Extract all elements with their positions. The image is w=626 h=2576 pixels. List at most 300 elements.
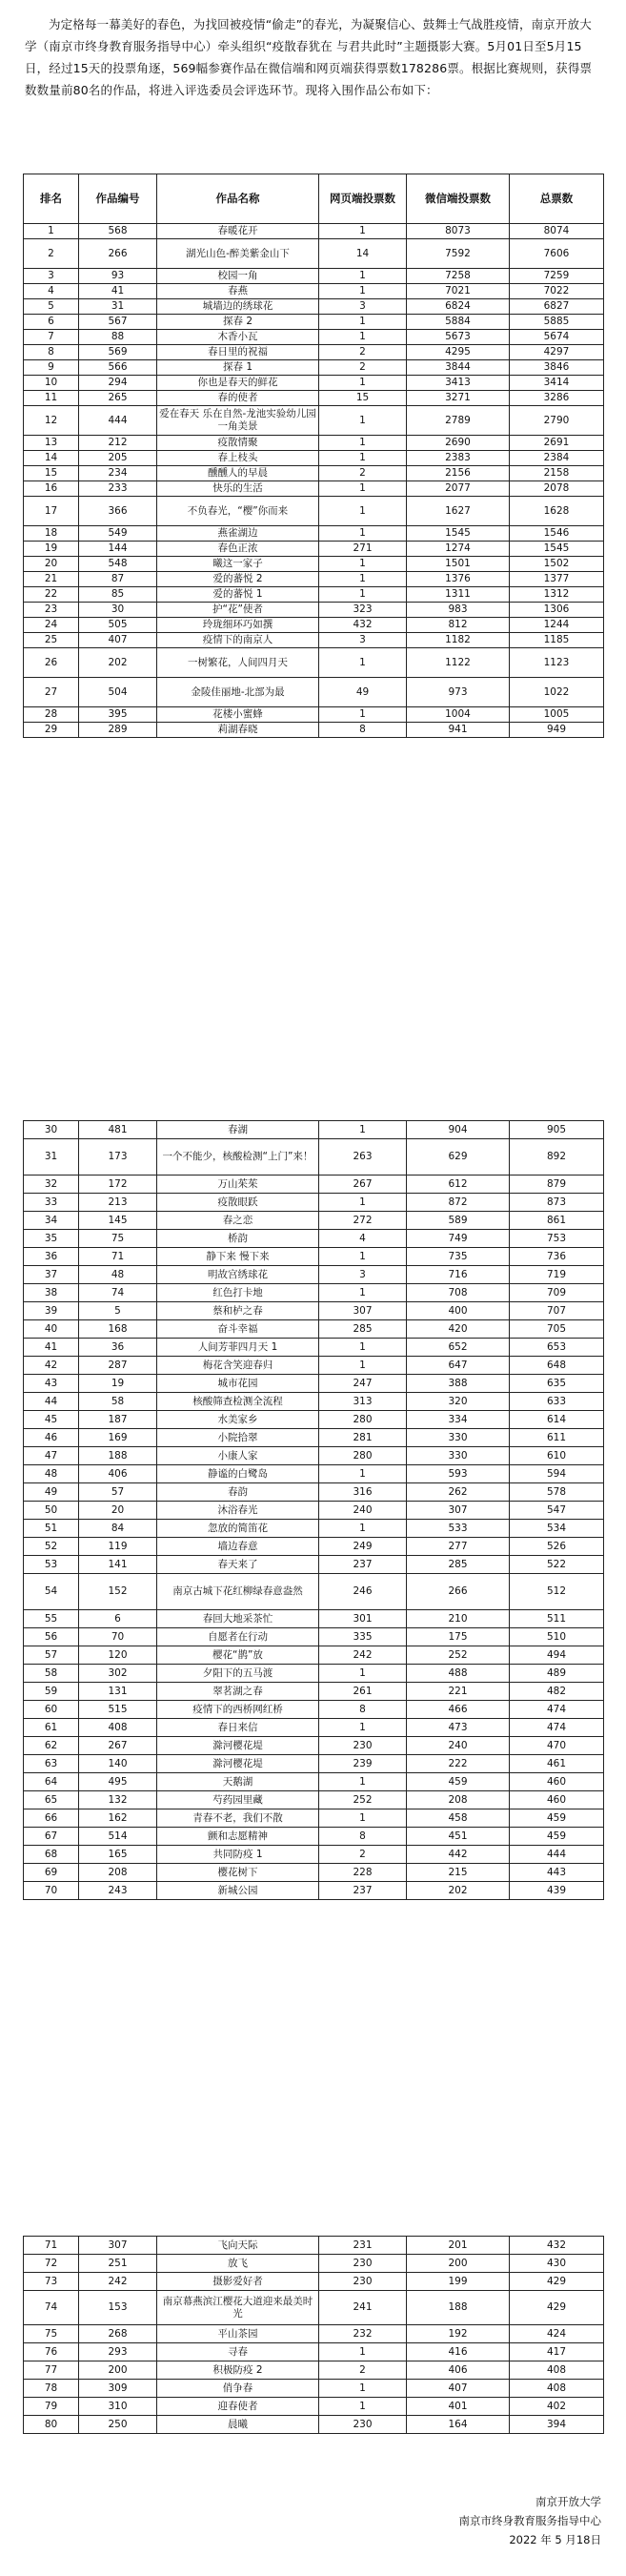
web-votes-cell: 285 (319, 1320, 407, 1339)
table-row (24, 1809, 604, 1828)
wechat-votes-cell: 252 (407, 1646, 510, 1665)
table-row (24, 1701, 604, 1719)
work-id-cell: 233 (79, 481, 157, 497)
total-votes-cell: 1377 (510, 572, 604, 587)
wechat-votes-cell: 749 (407, 1230, 510, 1248)
work-title-cell: 莉湖春晓 (157, 723, 319, 738)
rank-cell: 32 (24, 1176, 79, 1194)
work-title-cell: 墙边春意 (157, 1538, 319, 1556)
wechat-votes-cell: 812 (407, 618, 510, 633)
web-votes-cell: 432 (319, 618, 407, 633)
results-table-segment-3 (23, 2236, 604, 2434)
work-title-cell: 梅花含笑迎春归 (157, 1357, 319, 1375)
web-votes-cell: 3 (319, 299, 407, 315)
wechat-votes-cell: 388 (407, 1375, 510, 1393)
rank-cell: 6 (24, 315, 79, 330)
work-id-cell: 267 (79, 1737, 157, 1755)
web-votes-cell: 1 (319, 1719, 407, 1737)
work-id-cell: 48 (79, 1266, 157, 1284)
rank-cell: 58 (24, 1665, 79, 1683)
web-votes-cell: 1 (319, 1773, 407, 1791)
work-title-cell: 南京幕燕滨江樱花大道迎来最美时光 (157, 2291, 319, 2325)
wechat-votes-cell: 202 (407, 1882, 510, 1900)
total-votes-cell: 424 (510, 2325, 604, 2343)
work-title-cell: 寻春 (157, 2343, 319, 2361)
wechat-votes-cell: 199 (407, 2273, 510, 2291)
work-id-cell: 567 (79, 315, 157, 330)
work-title-cell: 燕雀湖边 (157, 526, 319, 542)
wechat-votes-cell: 285 (407, 1556, 510, 1574)
work-id-cell: 242 (79, 2273, 157, 2291)
work-title-cell: 校园一角 (157, 269, 319, 284)
rank-cell: 55 (24, 1610, 79, 1628)
total-votes-cell: 4297 (510, 345, 604, 360)
table-row (24, 2273, 604, 2291)
work-id-cell: 153 (79, 2291, 157, 2325)
web-votes-cell: 252 (319, 1791, 407, 1809)
work-id-cell: 202 (79, 648, 157, 678)
total-votes-cell: 494 (510, 1646, 604, 1665)
web-votes-cell: 313 (319, 1393, 407, 1411)
wechat-votes-cell: 1274 (407, 542, 510, 557)
web-votes-cell: 237 (319, 1556, 407, 1574)
total-votes-cell: 1312 (510, 587, 604, 603)
web-votes-cell: 230 (319, 1737, 407, 1755)
table-row (24, 1266, 604, 1284)
rank-cell: 21 (24, 572, 79, 587)
web-votes-cell: 1 (319, 269, 407, 284)
work-title-cell: 湖光山色-醉美紫金山下 (157, 239, 319, 269)
work-id-cell: 162 (79, 1809, 157, 1828)
work-id-cell: 549 (79, 526, 157, 542)
table-row (24, 2325, 604, 2343)
table-row (24, 315, 604, 330)
wechat-votes-cell: 330 (407, 1447, 510, 1465)
total-votes-cell: 482 (510, 1683, 604, 1701)
web-votes-cell: 1 (319, 451, 407, 466)
total-votes-cell: 459 (510, 1828, 604, 1846)
web-votes-cell: 1 (319, 1665, 407, 1683)
wechat-votes-cell: 221 (407, 1683, 510, 1701)
work-title-cell: 樱花树下 (157, 1864, 319, 1882)
table-row (24, 1339, 604, 1357)
table-row (24, 557, 604, 572)
work-title-cell: 桥韵 (157, 1230, 319, 1248)
work-title-cell: 春回大地采茶忙 (157, 1610, 319, 1628)
table-row (24, 1574, 604, 1610)
web-votes-cell: 1 (319, 1357, 407, 1375)
rank-cell: 45 (24, 1411, 79, 1429)
wechat-votes-cell: 1501 (407, 557, 510, 572)
work-title-cell: 明故宫绣球花 (157, 1266, 319, 1284)
work-title-cell: 小院拾翠 (157, 1429, 319, 1447)
rank-cell: 27 (24, 678, 79, 707)
work-id-cell: 172 (79, 1176, 157, 1194)
work-id-cell: 84 (79, 1520, 157, 1538)
work-id-cell: 120 (79, 1646, 157, 1665)
table-row (24, 497, 604, 526)
work-id-cell: 566 (79, 360, 157, 376)
web-votes-cell: 1 (319, 557, 407, 572)
rank-cell: 50 (24, 1502, 79, 1520)
work-title-cell: 天鹅湖 (157, 1773, 319, 1791)
work-id-cell: 5 (79, 1302, 157, 1320)
rank-cell: 12 (24, 406, 79, 436)
wechat-votes-cell: 1004 (407, 707, 510, 723)
web-votes-cell: 49 (319, 678, 407, 707)
wechat-votes-cell: 1545 (407, 526, 510, 542)
rank-cell: 53 (24, 1556, 79, 1574)
table-row (24, 1520, 604, 1538)
table-row (24, 1665, 604, 1683)
web-votes-cell: 1 (319, 497, 407, 526)
work-id-cell: 266 (79, 239, 157, 269)
web-votes-cell: 2 (319, 2361, 407, 2380)
rank-cell: 71 (24, 2237, 79, 2255)
work-id-cell: 407 (79, 633, 157, 648)
work-title-cell: 爱在春天 乐在自然-龙池实验幼儿园一角美景 (157, 406, 319, 436)
total-votes-cell: 873 (510, 1194, 604, 1212)
web-votes-cell: 237 (319, 1882, 407, 1900)
web-votes-cell: 242 (319, 1646, 407, 1665)
total-votes-cell: 510 (510, 1628, 604, 1646)
total-votes-cell: 736 (510, 1248, 604, 1266)
work-title-cell: 俏争春 (157, 2380, 319, 2398)
web-votes-cell: 323 (319, 603, 407, 618)
wechat-votes-cell: 2077 (407, 481, 510, 497)
rank-cell: 5 (24, 299, 79, 315)
total-votes-cell: 534 (510, 1520, 604, 1538)
web-votes-cell: 8 (319, 1828, 407, 1846)
table-row (24, 1646, 604, 1665)
total-votes-cell: 2158 (510, 466, 604, 481)
table-row (24, 1610, 604, 1628)
rank-cell: 29 (24, 723, 79, 738)
wechat-votes-cell: 7592 (407, 239, 510, 269)
work-title-cell: 探春 2 (157, 315, 319, 330)
web-votes-cell: 14 (319, 239, 407, 269)
rank-cell: 44 (24, 1393, 79, 1411)
work-title-cell: 金陵佳丽地-北部为最 (157, 678, 319, 707)
work-title-cell: 静谧的白鹭岛 (157, 1465, 319, 1483)
total-votes-cell: 3846 (510, 360, 604, 376)
table-row (24, 2343, 604, 2361)
table-row (24, 269, 604, 284)
wechat-votes-cell: 647 (407, 1357, 510, 1375)
rank-cell: 67 (24, 1828, 79, 1846)
rank-cell: 69 (24, 1864, 79, 1882)
total-votes-cell: 1306 (510, 603, 604, 618)
work-title-cell: 水美家乡 (157, 1411, 319, 1429)
total-votes-cell: 879 (510, 1176, 604, 1194)
wechat-votes-cell: 593 (407, 1465, 510, 1483)
total-votes-cell: 3286 (510, 391, 604, 406)
work-title-cell: 春日里的祝福 (157, 345, 319, 360)
total-votes-cell: 892 (510, 1139, 604, 1176)
footer-center: 南京市终身教育服务指导中心 (458, 2514, 601, 2527)
table-row (24, 1502, 604, 1520)
total-votes-cell: 526 (510, 1538, 604, 1556)
table-row (24, 481, 604, 497)
work-title-cell: 春暖花开 (157, 224, 319, 239)
work-title-cell: 醺醺人的早晨 (157, 466, 319, 481)
web-votes-cell: 228 (319, 1864, 407, 1882)
rank-cell: 80 (24, 2416, 79, 2434)
table-row (24, 1447, 604, 1465)
table-row (24, 1628, 604, 1646)
rank-cell: 8 (24, 345, 79, 360)
work-id-cell: 169 (79, 1429, 157, 1447)
rank-cell: 64 (24, 1773, 79, 1791)
table-row (24, 678, 604, 707)
wechat-votes-cell: 320 (407, 1393, 510, 1411)
rank-cell: 74 (24, 2291, 79, 2325)
total-votes-cell: 1022 (510, 678, 604, 707)
header-work-title: 作品名称 (157, 174, 319, 224)
work-title-cell: 积极防疫 2 (157, 2361, 319, 2380)
work-title-cell: 春天来了 (157, 1556, 319, 1574)
wechat-votes-cell: 210 (407, 1610, 510, 1628)
web-votes-cell: 1 (319, 2398, 407, 2416)
total-votes-cell: 429 (510, 2291, 604, 2325)
results-table-segment-1 (23, 174, 604, 738)
work-id-cell: 481 (79, 1121, 157, 1139)
footer-date: 2022 年 5 月18日 (509, 2533, 601, 2546)
web-votes-cell: 316 (319, 1483, 407, 1502)
work-id-cell: 71 (79, 1248, 157, 1266)
total-votes-cell: 1502 (510, 557, 604, 572)
web-votes-cell: 272 (319, 1212, 407, 1230)
wechat-votes-cell: 716 (407, 1266, 510, 1284)
table-row (24, 1375, 604, 1393)
work-id-cell: 213 (79, 1194, 157, 1212)
work-title-cell: 春湖 (157, 1121, 319, 1139)
work-id-cell: 289 (79, 723, 157, 738)
work-title-cell: 春韵 (157, 1483, 319, 1502)
table-row (24, 633, 604, 648)
web-votes-cell: 1 (319, 587, 407, 603)
work-title-cell: 春燕 (157, 284, 319, 299)
work-title-cell: 小康人家 (157, 1447, 319, 1465)
rank-cell: 19 (24, 542, 79, 557)
rank-cell: 77 (24, 2361, 79, 2380)
wechat-votes-cell: 458 (407, 1809, 510, 1828)
work-id-cell: 57 (79, 1483, 157, 1502)
table-row (24, 345, 604, 360)
header-web-votes: 网页端投票数 (319, 174, 407, 224)
total-votes-cell: 474 (510, 1719, 604, 1737)
total-votes-cell: 1123 (510, 648, 604, 678)
work-id-cell: 188 (79, 1447, 157, 1465)
rank-cell: 42 (24, 1357, 79, 1375)
work-title-cell: 木香小瓦 (157, 330, 319, 345)
wechat-votes-cell: 466 (407, 1701, 510, 1719)
wechat-votes-cell: 420 (407, 1320, 510, 1339)
total-votes-cell: 429 (510, 2273, 604, 2291)
work-title-cell: 静下来 慢下来 (157, 1248, 319, 1266)
work-id-cell: 408 (79, 1719, 157, 1737)
table-row (24, 1882, 604, 1900)
wechat-votes-cell: 3271 (407, 391, 510, 406)
work-id-cell: 30 (79, 603, 157, 618)
rank-cell: 25 (24, 633, 79, 648)
web-votes-cell: 335 (319, 1628, 407, 1646)
work-id-cell: 88 (79, 330, 157, 345)
total-votes-cell: 1546 (510, 526, 604, 542)
work-id-cell: 141 (79, 1556, 157, 1574)
table-row (24, 1230, 604, 1248)
total-votes-cell: 653 (510, 1339, 604, 1357)
work-id-cell: 93 (79, 269, 157, 284)
rank-cell: 66 (24, 1809, 79, 1828)
rank-cell: 33 (24, 1194, 79, 1212)
web-votes-cell: 1 (319, 707, 407, 723)
work-id-cell: 251 (79, 2255, 157, 2273)
table-row (24, 526, 604, 542)
table-row (24, 1212, 604, 1230)
work-id-cell: 444 (79, 406, 157, 436)
total-votes-cell: 611 (510, 1429, 604, 1447)
total-votes-cell: 3414 (510, 376, 604, 391)
wechat-votes-cell: 266 (407, 1574, 510, 1610)
wechat-votes-cell: 473 (407, 1719, 510, 1737)
table-row (24, 2255, 604, 2273)
wechat-votes-cell: 401 (407, 2398, 510, 2416)
work-id-cell: 548 (79, 557, 157, 572)
total-votes-cell: 2078 (510, 481, 604, 497)
table-row (24, 1828, 604, 1846)
work-id-cell: 268 (79, 2325, 157, 2343)
table-row (24, 2398, 604, 2416)
table-row (24, 360, 604, 376)
wechat-votes-cell: 215 (407, 1864, 510, 1882)
table-row (24, 572, 604, 587)
rank-cell: 13 (24, 436, 79, 451)
work-title-cell: 人间芳菲四月天 1 (157, 1339, 319, 1357)
total-votes-cell: 402 (510, 2398, 604, 2416)
web-votes-cell: 1 (319, 1339, 407, 1357)
work-title-cell: 芍药园里藏 (157, 1791, 319, 1809)
work-title-cell: 迎春使者 (157, 2398, 319, 2416)
total-votes-cell: 905 (510, 1121, 604, 1139)
table-row (24, 224, 604, 239)
work-id-cell: 310 (79, 2398, 157, 2416)
table-row (24, 707, 604, 723)
web-votes-cell: 1 (319, 406, 407, 436)
wechat-votes-cell: 406 (407, 2361, 510, 2380)
work-title-cell: 颤和志愿精神 (157, 1828, 319, 1846)
header-total-votes: 总票数 (510, 174, 604, 224)
work-title-cell: 自愿者在行动 (157, 1628, 319, 1646)
work-title-cell: 疫情下的西桥网红桥 (157, 1701, 319, 1719)
total-votes-cell: 459 (510, 1809, 604, 1828)
work-id-cell: 119 (79, 1538, 157, 1556)
rank-cell: 18 (24, 526, 79, 542)
web-votes-cell: 230 (319, 2416, 407, 2434)
work-title-cell: 春之恋 (157, 1212, 319, 1230)
table-row (24, 376, 604, 391)
table-row (24, 603, 604, 618)
rank-cell: 41 (24, 1339, 79, 1357)
work-id-cell: 58 (79, 1393, 157, 1411)
wechat-votes-cell: 2156 (407, 466, 510, 481)
work-id-cell: 514 (79, 1828, 157, 1846)
total-votes-cell: 474 (510, 1701, 604, 1719)
wechat-votes-cell: 222 (407, 1755, 510, 1773)
total-votes-cell: 2691 (510, 436, 604, 451)
work-title-cell: 奋斗幸福 (157, 1320, 319, 1339)
web-votes-cell: 1 (319, 572, 407, 587)
work-title-cell: 红色打卡地 (157, 1284, 319, 1302)
table-row (24, 1465, 604, 1483)
total-votes-cell: 614 (510, 1411, 604, 1429)
web-votes-cell: 15 (319, 391, 407, 406)
rank-cell: 30 (24, 1121, 79, 1139)
work-title-cell: 滁河樱花堤 (157, 1755, 319, 1773)
work-id-cell: 568 (79, 224, 157, 239)
total-votes-cell: 489 (510, 1665, 604, 1683)
work-id-cell: 265 (79, 391, 157, 406)
work-title-cell: 摄影爱好者 (157, 2273, 319, 2291)
rank-cell: 54 (24, 1574, 79, 1610)
wechat-votes-cell: 735 (407, 1248, 510, 1266)
table-row (24, 1357, 604, 1375)
table-row (24, 1194, 604, 1212)
web-votes-cell: 241 (319, 2291, 407, 2325)
wechat-votes-cell: 904 (407, 1121, 510, 1139)
table-row (24, 1429, 604, 1447)
work-id-cell: 41 (79, 284, 157, 299)
rank-cell: 9 (24, 360, 79, 376)
web-votes-cell: 1 (319, 330, 407, 345)
wechat-votes-cell: 307 (407, 1502, 510, 1520)
wechat-votes-cell: 7021 (407, 284, 510, 299)
rank-cell: 60 (24, 1701, 79, 1719)
work-title-cell: 城市花园 (157, 1375, 319, 1393)
wechat-votes-cell: 459 (407, 1773, 510, 1791)
rank-cell: 17 (24, 497, 79, 526)
web-votes-cell: 2 (319, 360, 407, 376)
rank-cell: 39 (24, 1302, 79, 1320)
table-row (24, 1755, 604, 1773)
rank-cell: 43 (24, 1375, 79, 1393)
footer-org: 南京开放大学 (535, 2495, 601, 2508)
wechat-votes-cell: 192 (407, 2325, 510, 2343)
wechat-votes-cell: 201 (407, 2237, 510, 2255)
table-row (24, 451, 604, 466)
work-title-cell: 爱的蕃悦 1 (157, 587, 319, 603)
web-votes-cell: 1 (319, 648, 407, 678)
rank-cell: 4 (24, 284, 79, 299)
web-votes-cell: 2 (319, 466, 407, 481)
table-row (24, 239, 604, 269)
work-id-cell: 168 (79, 1320, 157, 1339)
rank-cell: 36 (24, 1248, 79, 1266)
table-row (24, 436, 604, 451)
wechat-votes-cell: 2383 (407, 451, 510, 466)
table-row (24, 1393, 604, 1411)
wechat-votes-cell: 941 (407, 723, 510, 738)
rank-cell: 72 (24, 2255, 79, 2273)
total-votes-cell: 1545 (510, 542, 604, 557)
rank-cell: 59 (24, 1683, 79, 1701)
web-votes-cell: 1 (319, 1248, 407, 1266)
work-id-cell: 287 (79, 1357, 157, 1375)
table-row (24, 723, 604, 738)
rank-cell: 65 (24, 1791, 79, 1809)
wechat-votes-cell: 1376 (407, 572, 510, 587)
table-row (24, 406, 604, 436)
